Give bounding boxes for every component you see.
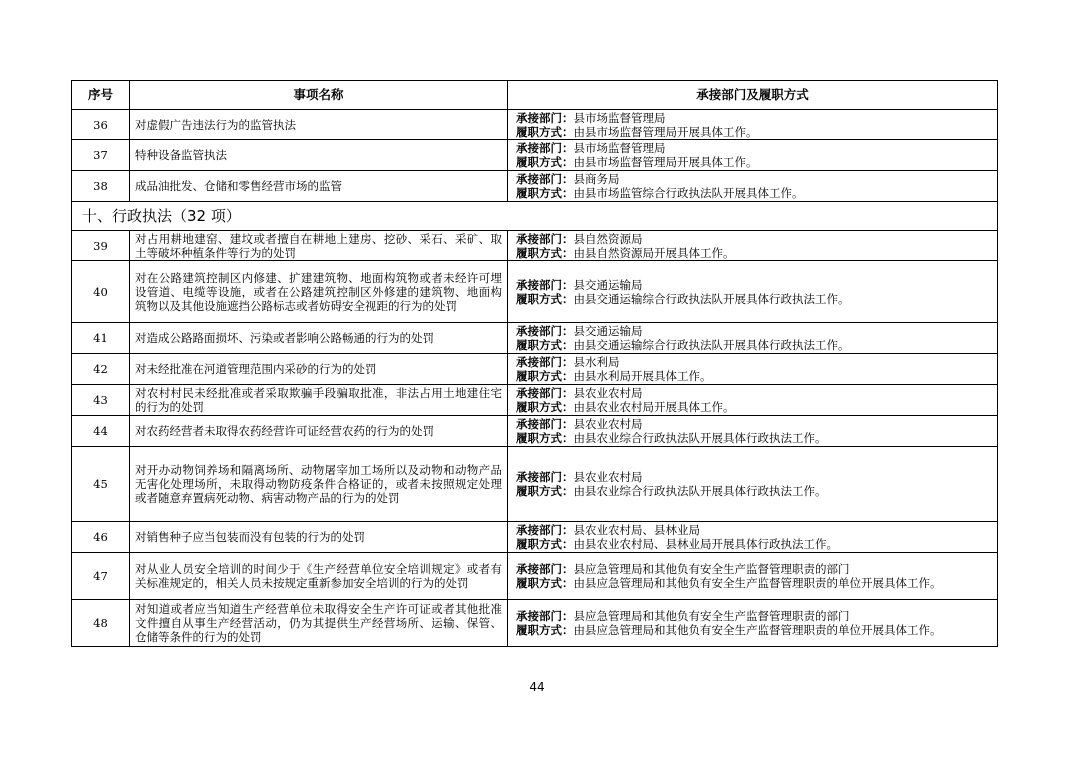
row-item-name: 成品油批发、仓储和零售经营市场的监管	[130, 171, 508, 202]
method-value: 由县市场监管综合行政执法队开展具体工作。	[573, 186, 804, 200]
method-line	[516, 246, 992, 260]
row-dept-method	[508, 323, 998, 354]
dept-value: 县自然资源局	[573, 231, 643, 246]
method-value: 由县应急管理局和其他负有安全生产监督管理职责的单位开展具体工作。	[573, 576, 942, 590]
table-row	[72, 140, 998, 171]
row-no: 36	[72, 110, 130, 140]
row-dept-method	[508, 231, 998, 261]
row-dept-method	[508, 354, 998, 385]
dept-label: 承接部门：	[516, 523, 574, 537]
row-item-name: 对造成公路路面损坏、污染或者影响公路畅通的行为的处罚	[130, 323, 508, 354]
table-row	[72, 385, 998, 416]
method-value: 由县市场监督管理局开展具体工作。	[573, 155, 758, 169]
dept-line	[516, 172, 992, 186]
method-value: 由县农业农村局、县林业局开展具体行政执法工作。	[573, 537, 838, 551]
method-value: 由县交通运输综合行政执法队开展具体行政执法工作。	[573, 291, 850, 306]
dept-line	[516, 470, 992, 484]
dept-line	[516, 111, 992, 125]
dept-value: 县农业农村局、县林业局	[573, 523, 700, 537]
row-dept-method	[508, 110, 998, 140]
row-no: 40	[72, 261, 130, 323]
dept-value: 县市场监督管理局	[573, 110, 666, 125]
row-no: 38	[72, 171, 130, 202]
method-line	[516, 155, 992, 169]
method-label: 履职方式：	[516, 623, 574, 637]
row-dept-method	[508, 171, 998, 202]
row-item-name: 对虚假广告违法行为的监管执法	[130, 110, 508, 140]
method-label: 履职方式：	[516, 186, 574, 200]
table-row	[72, 323, 998, 354]
section-row	[72, 202, 998, 231]
method-line	[516, 338, 992, 352]
row-no: 44	[72, 416, 130, 447]
dept-line	[516, 523, 992, 537]
table-row	[72, 110, 998, 140]
row-item-name: 对在公路建筑控制区内修建、扩建建筑物、地面构筑物或者未经许可埋设管道、电缆等设施，或者在公路建筑控制区外修建的建筑物、地面构筑物以及其他设施遮挡公路标志或者妨碍安全视距的行为的处罚	[130, 261, 508, 323]
method-label: 履职方式：	[516, 291, 574, 306]
row-item-name: 特种设备监管执法	[130, 140, 508, 171]
row-item-name: 对农药经营者未取得农药经营许可证经营农药的行为的处罚	[130, 416, 508, 447]
method-label: 履职方式：	[516, 484, 574, 498]
row-no: 39	[72, 231, 130, 261]
dept-label: 承接部门：	[516, 609, 574, 623]
row-dept-method	[508, 416, 998, 447]
row-no: 45	[72, 447, 130, 522]
dept-line	[516, 232, 992, 246]
dept-value: 县市场监督管理局	[573, 141, 666, 155]
dept-value: 县水利局	[573, 355, 620, 369]
dept-label: 承接部门：	[516, 231, 574, 246]
dept-line	[516, 278, 992, 292]
method-value: 由县农业综合行政执法队开展具体行政执法工作。	[573, 431, 827, 445]
dept-label: 承接部门：	[516, 277, 574, 292]
row-dept-method	[508, 140, 998, 171]
dept-line	[516, 141, 992, 155]
method-label: 履职方式：	[516, 369, 574, 383]
method-value: 由县应急管理局和其他负有安全生产监督管理职责的单位开展具体工作。	[573, 623, 942, 637]
method-label: 履职方式：	[516, 400, 574, 414]
method-value: 由县农业农村局开展具体工作。	[573, 400, 735, 414]
method-value: 由县交通运输综合行政执法队开展具体行政执法工作。	[573, 338, 850, 352]
row-no: 42	[72, 354, 130, 385]
method-value: 由县市场监督管理局开展具体工作。	[573, 124, 758, 139]
method-label: 履职方式：	[516, 338, 574, 352]
table-row	[72, 447, 998, 522]
dept-label: 承接部门：	[516, 386, 574, 400]
row-dept-method	[508, 261, 998, 323]
page-number: 44	[529, 680, 545, 694]
row-no: 41	[72, 323, 130, 354]
dept-line	[516, 324, 992, 338]
method-label: 履职方式：	[516, 124, 574, 139]
row-dept-method	[508, 553, 998, 600]
method-line	[516, 623, 992, 637]
method-label: 履职方式：	[516, 155, 574, 169]
method-line	[516, 537, 992, 551]
dept-value: 县商务局	[573, 172, 620, 186]
method-line	[516, 369, 992, 383]
dept-value: 县农业农村局	[573, 470, 643, 484]
method-value: 由县自然资源局开展具体工作。	[573, 245, 735, 260]
method-line	[516, 576, 992, 590]
dept-label: 承接部门：	[516, 470, 574, 484]
row-item-name: 对从业人员安全培训的时间少于《生产经营单位安全培训规定》或者有关标准规定的，相关人员未按规定重新参加安全培训的行为的处罚	[130, 553, 508, 600]
method-line	[516, 484, 992, 498]
dept-label: 承接部门：	[516, 562, 574, 576]
header-dept: 承接部门及履职方式	[508, 81, 998, 110]
header-name: 事项名称	[130, 81, 508, 110]
table-row	[72, 553, 998, 600]
dept-value: 县农业农村局	[573, 417, 643, 431]
method-line	[516, 400, 992, 414]
method-line	[516, 186, 992, 200]
row-item-name: 对农村村民未经批准或者采取欺骗手段骗取批准，非法占用土地建住宅的行为的处罚	[130, 385, 508, 416]
row-no: 37	[72, 140, 130, 171]
table-row	[72, 600, 998, 647]
table-row	[72, 354, 998, 385]
method-label: 履职方式：	[516, 245, 574, 260]
table-row	[72, 231, 998, 261]
method-line	[516, 292, 992, 306]
dept-line	[516, 562, 992, 576]
table-row	[72, 171, 998, 202]
section-title: 十、行政执法（32 项）	[72, 202, 998, 231]
row-item-name: 对占用耕地建窑、建坟或者擅自在耕地上建房、挖砂、采石、采矿、取土等破坏种植条件等行为的处罚	[130, 231, 508, 261]
table-row	[72, 416, 998, 447]
method-label: 履职方式：	[516, 431, 574, 445]
items-table	[71, 80, 998, 647]
dept-value: 县应急管理局和其他负有安全生产监督管理职责的部门	[573, 609, 850, 623]
method-value: 由县水利局开展具体工作。	[573, 369, 712, 383]
dept-label: 承接部门：	[516, 324, 574, 338]
method-label: 履职方式：	[516, 576, 574, 590]
row-item-name: 对开办动物饲养场和隔离场所、动物屠宰加工场所以及动物和动物产品无害化处理场所，未取得动物防疫条件合格证的，或者未按照规定处理或者随意弃置病死动物、病害动物产品的行为的处罚	[130, 447, 508, 522]
table-header	[72, 81, 998, 110]
dept-label: 承接部门：	[516, 172, 574, 186]
dept-line	[516, 417, 992, 431]
method-value: 由县农业综合行政执法队开展具体行政执法工作。	[573, 484, 827, 498]
dept-line	[516, 386, 992, 400]
row-dept-method	[508, 385, 998, 416]
method-label: 履职方式：	[516, 537, 574, 551]
dept-line	[516, 609, 992, 623]
row-dept-method	[508, 522, 998, 553]
dept-label: 承接部门：	[516, 417, 574, 431]
header-no: 序号	[72, 81, 130, 110]
dept-label: 承接部门：	[516, 110, 574, 125]
row-item-name: 对销售种子应当包装而没有包装的行为的处罚	[130, 522, 508, 553]
row-no: 46	[72, 522, 130, 553]
row-no: 48	[72, 600, 130, 647]
table-row	[72, 261, 998, 323]
dept-line	[516, 355, 992, 369]
table-row	[72, 522, 998, 553]
method-line	[516, 431, 992, 445]
dept-label: 承接部门：	[516, 355, 574, 369]
dept-value: 县交通运输局	[573, 324, 643, 338]
row-no: 43	[72, 385, 130, 416]
method-line	[516, 125, 992, 139]
row-item-name: 对未经批准在河道管理范围内采砂的行为的处罚	[130, 354, 508, 385]
dept-value: 县农业农村局	[573, 386, 643, 400]
row-dept-method	[508, 600, 998, 647]
dept-value: 县应急管理局和其他负有安全生产监督管理职责的部门	[573, 562, 850, 576]
dept-label: 承接部门：	[516, 141, 574, 155]
row-dept-method	[508, 447, 998, 522]
row-no: 47	[72, 553, 130, 600]
dept-value: 县交通运输局	[573, 277, 643, 292]
row-item-name: 对知道或者应当知道生产经营单位未取得安全生产许可证或者其他批准文件擅自从事生产经营活动，仍为其提供生产经营场所、运输、保管、仓储等条件的行为的处罚	[130, 600, 508, 647]
